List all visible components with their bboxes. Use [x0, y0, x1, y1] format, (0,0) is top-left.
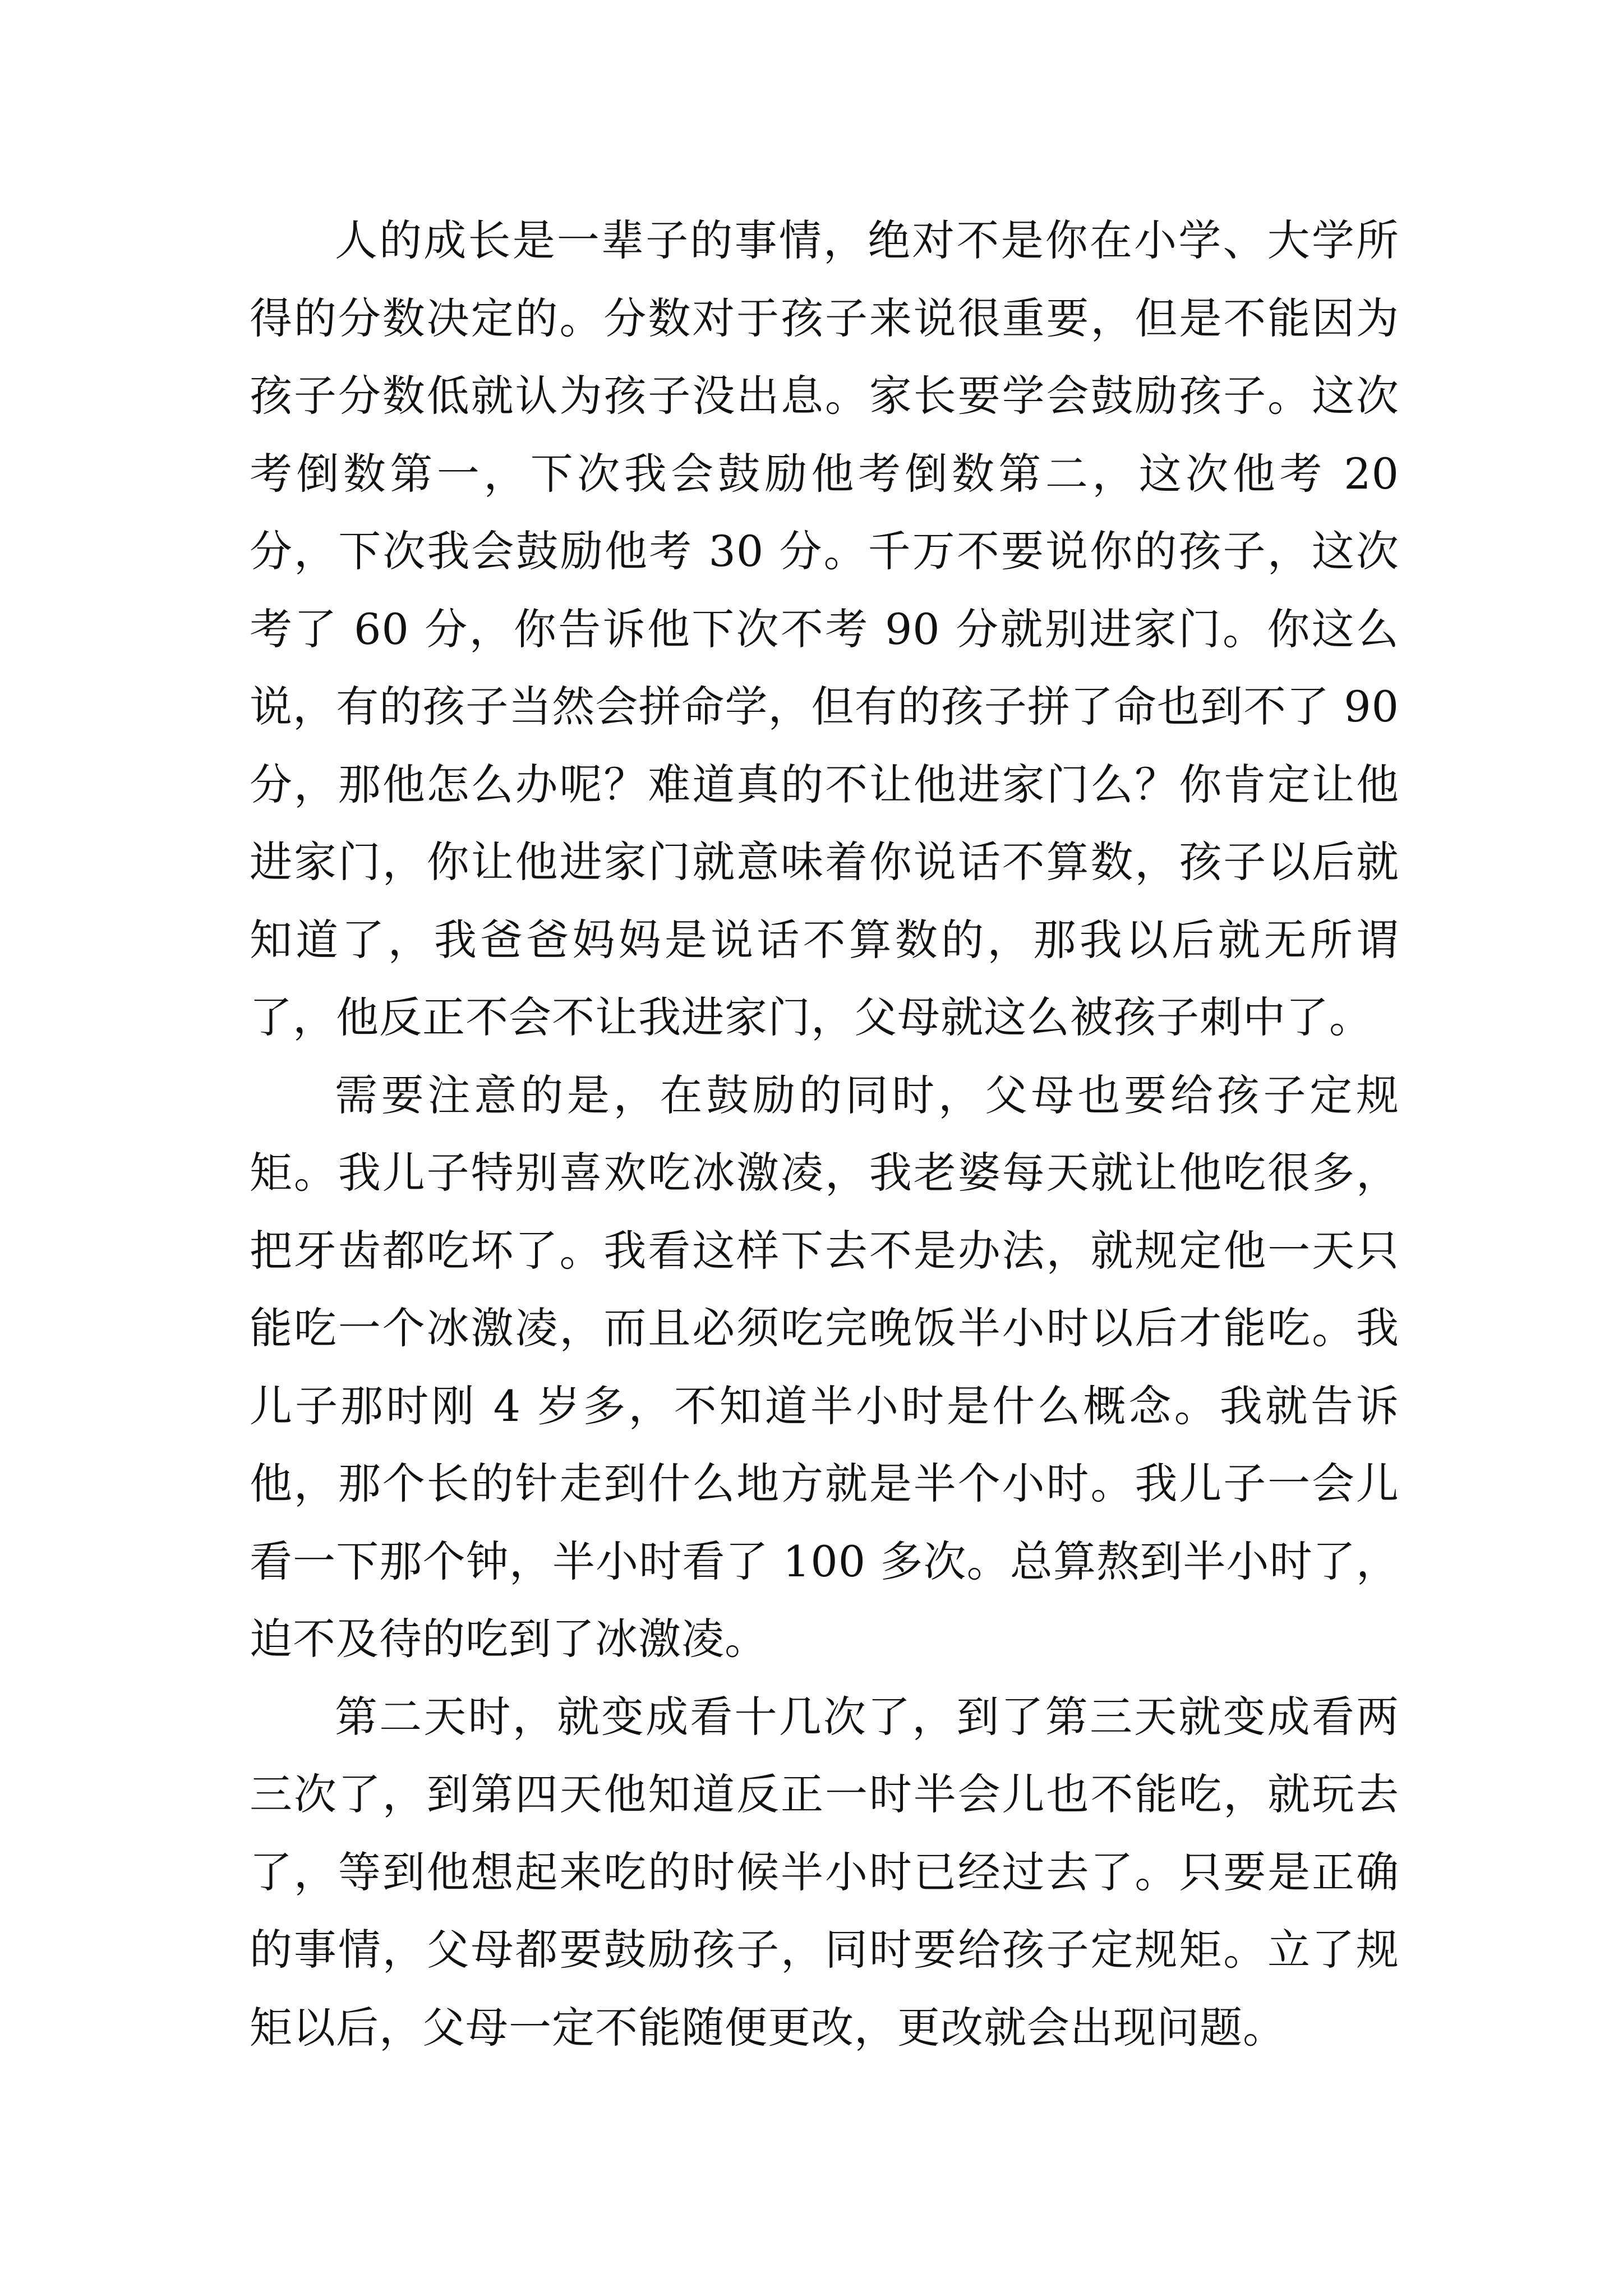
- paragraph-2: 需要注意的是，在鼓励的同时，父母也要给孩子定规矩。我儿子特别喜欢吃冰激凌，我老婆每天就让他吃很多，把牙齿都吃坏了。我看这样下去不是办法，就规定他一天只能吃一个冰激凌，而且必须吃完晚饭半小时以后才能吃。我儿子那时刚 4 岁多，不知道半小时是什么概念。我就告诉他，那个长的针走到什么地方就是半个小时。我儿子一会儿看一下那个钟，半小时看了 100 多次。总算熬到半小时了，迫不及待的吃到了冰激凌。: [250, 1070, 1399, 1664]
- paragraph-3: 第二天时，就变成看十几次了，到了第三天就变成看两三次了，到第四天他知道反正一时半会儿也不能吃，就玩去了，等到他想起来吃的时候半小时已经过去了。只要是正确的事情，父母都要鼓励孩子，同时要给孩子定规矩。立了规矩以后，父母一定不能随便更改，更改就会出现问题。: [250, 1691, 1399, 2053]
- paragraph-1: 人的成长是一辈子的事情，绝对不是你在小学、大学所得的分数决定的。分数对于孩子来说很重要，但是不能因为孩子分数低就认为孩子没出息。家长要学会鼓励孩子。这次考倒数第一，下次我会鼓励他考倒数第二，这次他考 20 分，下次我会鼓励他考 30 分。千万不要说你的孩子，这次考了 60 分，你告诉他下次不考 90 分就别进家门。你这么说，有的孩子当然会拼命学，但有的孩子拼了命也到不了 90 分，那他怎么办呢？难道真的不让他进家门么？你肯定让他进家门，你让他进家门就意味着你说话不算数，孩子以后就知道了，我爸爸妈妈是说话不算数的，那我以后就无所谓了，他反正不会不让我进家门，父母就这么被孩子刺中了。: [250, 215, 1399, 1042]
- document-body: [250, 202, 1399, 2067]
